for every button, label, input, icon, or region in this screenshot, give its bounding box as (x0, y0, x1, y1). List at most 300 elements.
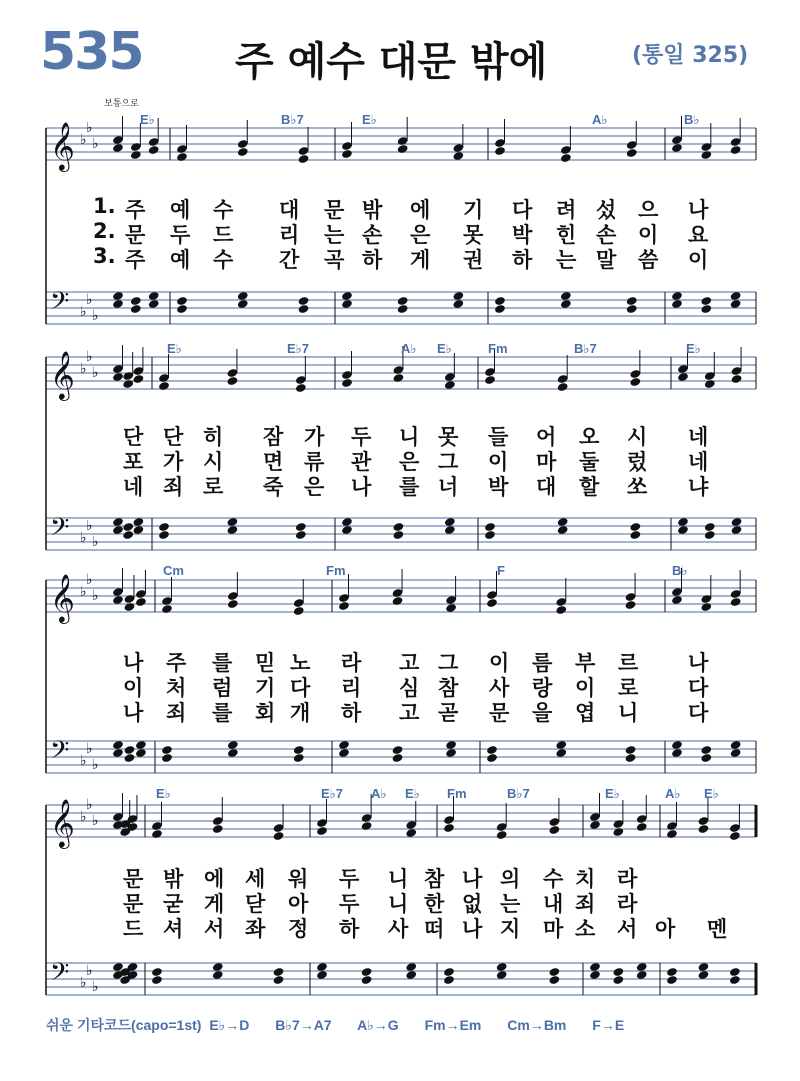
lyric-syllable: 잠 (263, 425, 284, 449)
lyric-syllable: 아 (655, 917, 676, 941)
lyric-syllable: 드 (213, 223, 234, 247)
guitar-mapping: F→E (592, 1017, 625, 1033)
flat-icon: ♭ (92, 365, 99, 381)
lyric-syllable: 기 (463, 198, 484, 222)
lyric-syllable: 나 (123, 651, 144, 675)
notehead-treble (484, 375, 496, 385)
lyric-line-verse-2 (0, 672, 800, 698)
lyric-syllable: 못 (463, 223, 484, 247)
lyric-syllable: 예 (170, 198, 191, 222)
notehead-treble (730, 145, 742, 155)
lyric-syllable: 믿 (255, 651, 276, 675)
lyric-syllable: 고 (399, 651, 420, 675)
lyric-syllable: 시 (627, 425, 648, 449)
lyric-syllable: 니 (388, 867, 409, 891)
lyric-line-verse-1 (0, 421, 800, 447)
notehead-treble (443, 823, 455, 833)
chord-symbol: E♭ (156, 786, 171, 801)
lyric-syllable: 기 (255, 676, 276, 700)
flat-icon: ♭ (86, 741, 93, 757)
lyric-syllable: 나 (123, 701, 144, 725)
lyric-syllable: 문 (324, 198, 345, 222)
lyric-syllable: 서 (617, 917, 638, 941)
lyric-syllable: 참 (424, 867, 445, 891)
flat-icon: ♭ (86, 963, 93, 979)
lyric-syllable: 사 (388, 917, 409, 941)
notehead-treble (557, 382, 569, 392)
flat-icon: ♭ (86, 518, 93, 534)
lyric-syllable: 힌 (556, 223, 577, 247)
notehead-treble (731, 374, 743, 384)
lyric-syllable: 권 (463, 248, 484, 272)
lyric-syllable: 나 (688, 651, 709, 675)
notehead-treble (237, 147, 249, 157)
lyric-syllable: 지 (500, 917, 521, 941)
lyric-syllable: 섰 (596, 198, 617, 222)
chord-symbol: B♭ (672, 563, 688, 578)
lyric-syllable: 멘 (707, 917, 728, 941)
lyric-syllable: 심 (399, 676, 420, 700)
notehead-bass (704, 522, 716, 532)
lyric-syllable: 단 (123, 425, 144, 449)
lyric-syllable: 네 (688, 425, 709, 449)
lyric-syllable: 니 (399, 425, 420, 449)
lyric-syllable: 문 (123, 867, 144, 891)
notehead-treble (293, 606, 305, 616)
guitar-mapping: B♭7→A7 (275, 1017, 332, 1033)
lyric-syllable: 못 (438, 425, 459, 449)
lyric-syllable: 을 (532, 701, 553, 725)
lyric-syllable: 없 (462, 892, 483, 916)
lyric-syllable: 두 (170, 223, 191, 247)
lyric-syllable: 부 (575, 651, 596, 675)
notehead-bass (158, 522, 170, 532)
lyric-syllable: 2. (93, 219, 116, 243)
notehead-treble (636, 822, 648, 832)
lyric-syllable: 럼 (212, 676, 233, 700)
lyric-syllable: 죽 (263, 475, 284, 499)
notehead-treble (548, 825, 560, 835)
notehead-bass (392, 753, 404, 763)
lyric-syllable: 워 (288, 867, 309, 891)
lyric-syllable: 소 (575, 917, 596, 941)
chord-symbol: E♭ (140, 112, 155, 127)
lyric-syllable: 곡 (324, 248, 345, 272)
lyric-syllable: 랑 (532, 676, 553, 700)
lyric-syllable: 밖 (362, 198, 383, 222)
flat-icon: ♭ (80, 809, 87, 825)
lyric-syllable: 수 (543, 867, 564, 891)
flat-icon: ♭ (86, 797, 93, 813)
flat-icon: ♭ (92, 979, 99, 995)
lyric-syllable: 면 (263, 450, 284, 474)
notehead-bass (443, 975, 455, 985)
notehead-bass (293, 745, 305, 755)
chord-symbol: E♭7 (321, 786, 344, 801)
notehead-treble (212, 824, 224, 834)
chord-symbol: Cm (163, 563, 184, 578)
notehead-treble (227, 599, 239, 609)
notehead-bass (122, 522, 134, 532)
hymn-title: 주 예수 대문 밖에 (235, 39, 548, 85)
flat-icon: ♭ (86, 120, 93, 136)
lyric-line-verse-1 (0, 863, 800, 889)
chord-symbol: Fm (488, 341, 508, 356)
lyric-syllable: 그 (438, 450, 459, 474)
lyric-syllable: 들 (488, 425, 509, 449)
notehead-bass (361, 975, 373, 985)
notehead-treble (148, 145, 160, 155)
lyric-syllable: 간 (279, 248, 300, 272)
flat-icon: ♭ (92, 757, 99, 773)
lyric-syllable: 좌 (245, 917, 266, 941)
notehead-bass (700, 296, 712, 306)
notehead-bass (484, 530, 496, 540)
lyric-syllable: 냐 (688, 475, 709, 499)
lyric-syllable: 는 (324, 223, 345, 247)
notehead-bass (122, 530, 134, 540)
lyric-syllable: 떠 (424, 917, 445, 941)
notehead-bass (629, 522, 641, 532)
notehead-treble (625, 600, 637, 610)
lyric-line-verse-2 (0, 888, 800, 914)
lyric-syllable: 를 (212, 701, 233, 725)
lyric-syllable: 에 (204, 867, 225, 891)
chord-symbol: Fm (326, 563, 346, 578)
notehead-bass (397, 296, 409, 306)
notehead-treble (629, 377, 641, 387)
treble-clef-icon: 𝄞 (50, 798, 75, 847)
notehead-treble (494, 146, 506, 156)
lyric-syllable: 예 (170, 248, 191, 272)
chord-symbol: E♭ (405, 786, 420, 801)
notehead-bass (704, 530, 716, 540)
chord-symbol: E♭7 (287, 341, 310, 356)
lyric-syllable: 손 (362, 223, 383, 247)
lyric-syllable: 의 (500, 867, 521, 891)
lyric-syllable: 수 (213, 198, 234, 222)
notehead-treble (496, 830, 508, 840)
flat-icon: ♭ (80, 584, 87, 600)
notehead-bass (298, 296, 310, 306)
chord-symbol: B♭7 (507, 786, 530, 801)
flat-icon: ♭ (92, 534, 99, 550)
notehead-bass (486, 753, 498, 763)
notehead-bass (484, 522, 496, 532)
lyric-syllable: 하 (341, 701, 362, 725)
notehead-bass (666, 967, 678, 977)
flat-icon: ♭ (80, 975, 87, 991)
treble-clef-icon: 𝄞 (50, 573, 75, 622)
guitar-mapping: Fm→Em (424, 1017, 482, 1033)
lyric-syllable: 라 (341, 651, 362, 675)
chord-symbol: E♭ (704, 786, 719, 801)
chord-symbol: A♭ (592, 112, 608, 127)
chord-symbol: F (497, 563, 505, 578)
notehead-bass (361, 967, 373, 977)
lyric-syllable: 는 (556, 248, 577, 272)
lyric-syllable: 은 (410, 223, 431, 247)
lyric-syllable: 너 (438, 475, 459, 499)
lyric-syllable: 두 (339, 892, 360, 916)
lyric-syllable: 이 (489, 651, 510, 675)
lyric-syllable: 다 (688, 676, 709, 700)
notehead-bass (700, 745, 712, 755)
lyric-syllable: 이 (123, 676, 144, 700)
lyric-syllable: 쏘 (627, 475, 648, 499)
flat-icon: ♭ (86, 349, 93, 365)
lyric-syllable: 류 (304, 450, 325, 474)
chord-symbol: E♭ (605, 786, 620, 801)
lyric-syllable: 세 (245, 867, 266, 891)
notehead-treble (298, 154, 310, 164)
flat-icon: ♭ (92, 813, 99, 829)
chord-symbol: B♭7 (574, 341, 597, 356)
lyric-syllable: 밖 (163, 867, 184, 891)
lyric-syllable: 게 (204, 892, 225, 916)
lyric-syllable: 치 (575, 867, 596, 891)
lyric-syllable: 이 (575, 676, 596, 700)
notehead-treble (273, 831, 285, 841)
lyric-syllable: 로 (618, 676, 639, 700)
lyric-syllable: 주 (125, 198, 146, 222)
lyric-syllable: 에 (410, 198, 431, 222)
lyric-syllable: 드 (123, 917, 144, 941)
guitar-mapping: Cm→Bm (507, 1017, 567, 1033)
lyric-syllable: 마 (543, 917, 564, 941)
flat-icon: ♭ (80, 753, 87, 769)
notehead-treble (560, 153, 572, 163)
lyric-syllable: 사 (489, 676, 510, 700)
notehead-bass (494, 296, 506, 306)
lyric-syllable: 는 (500, 892, 521, 916)
lyric-syllable: 1. (93, 194, 116, 218)
lyric-syllable: 은 (399, 450, 420, 474)
lyric-syllable: 셔 (163, 917, 184, 941)
notehead-bass (729, 967, 741, 977)
chord-symbol: E♭ (437, 341, 452, 356)
lyric-syllable: 고 (399, 701, 420, 725)
lyric-syllable: 를 (212, 651, 233, 675)
lyric-line-verse-2 (0, 446, 800, 472)
notehead-bass (151, 975, 163, 985)
lyric-syllable: 가 (304, 425, 325, 449)
lyric-syllable: 3. (93, 244, 116, 268)
notehead-treble (316, 826, 328, 836)
lyric-line-verse-2 (0, 219, 800, 245)
lyric-syllable: 주 (125, 248, 146, 272)
lyric-line-verse-1 (0, 194, 800, 220)
flat-icon: ♭ (92, 308, 99, 324)
lyric-syllable: 이 (688, 248, 709, 272)
lyric-syllable: 말 (596, 248, 617, 272)
notehead-bass (124, 753, 136, 763)
chord-symbol: B♭7 (281, 112, 304, 127)
lyric-syllable: 서 (204, 917, 225, 941)
notehead-bass (158, 530, 170, 540)
lyric-syllable: 은 (304, 475, 325, 499)
lyric-syllable: 문 (489, 701, 510, 725)
notehead-treble (698, 824, 710, 834)
lyric-syllable: 나 (462, 867, 483, 891)
lyric-syllable: 대 (536, 475, 557, 499)
lyric-line-verse-1 (0, 647, 800, 673)
lyric-syllable: 문 (123, 892, 144, 916)
lyric-syllable: 그 (438, 651, 459, 675)
lyric-syllable: 단 (163, 425, 184, 449)
lyric-syllable: 다 (290, 676, 311, 700)
flat-icon: ♭ (80, 132, 87, 148)
lyric-syllable: 둘 (579, 450, 600, 474)
notehead-bass (161, 745, 173, 755)
lyric-syllable: 관 (351, 450, 372, 474)
lyric-syllable: 리 (279, 223, 300, 247)
lyric-syllable: 가 (163, 450, 184, 474)
notehead-bass (612, 975, 624, 985)
lyric-syllable: 어 (536, 425, 557, 449)
lyric-syllable: 나 (462, 917, 483, 941)
flat-icon: ♭ (86, 572, 93, 588)
treble-clef-icon: 𝄞 (50, 350, 75, 399)
lyric-line-verse-3 (0, 471, 800, 497)
notehead-bass (548, 975, 560, 985)
lyric-syllable: 으 (638, 198, 659, 222)
notehead-bass (392, 522, 404, 532)
notehead-bass (397, 304, 409, 314)
tempo-marking: 보통으로 (104, 99, 139, 109)
lyric-syllable: 참 (438, 676, 459, 700)
notehead-bass (494, 304, 506, 314)
notehead-bass (700, 304, 712, 314)
bass-clef-icon: 𝄢 (50, 736, 70, 771)
notehead-bass (729, 975, 741, 985)
notehead-bass (625, 753, 637, 763)
lyric-syllable: 렀 (627, 450, 648, 474)
lyric-syllable: 내 (543, 892, 564, 916)
lyric-syllable: 이 (638, 223, 659, 247)
lyric-syllable: 처 (166, 676, 187, 700)
chord-symbol: E♭ (686, 341, 701, 356)
lyric-syllable: 한 (424, 892, 445, 916)
lyric-syllable: 라 (617, 867, 638, 891)
notehead-bass (443, 967, 455, 977)
notehead-bass (151, 967, 163, 977)
lyric-syllable: 곧 (438, 701, 459, 725)
bass-clef-icon: 𝄢 (50, 958, 70, 993)
notehead-bass (161, 753, 173, 763)
lyric-syllable: 네 (123, 475, 144, 499)
lyric-syllable: 주 (166, 651, 187, 675)
lyric-line-verse-3 (0, 244, 800, 270)
lyric-syllable: 다 (512, 198, 533, 222)
lyric-syllable: 노 (290, 651, 311, 675)
lyric-syllable: 다 (688, 701, 709, 725)
lyric-syllable: 박 (488, 475, 509, 499)
lyric-syllable: 이 (488, 450, 509, 474)
lyric-syllable: 리 (341, 676, 362, 700)
notehead-bass (124, 745, 136, 755)
notehead-bass (612, 967, 624, 977)
chord-symbol: E♭ (167, 341, 182, 356)
lyric-syllable: 하 (339, 917, 360, 941)
notehead-bass (625, 745, 637, 755)
bass-clef-icon: 𝄢 (50, 287, 70, 322)
lyric-syllable: 니 (388, 892, 409, 916)
lyric-syllable: 문 (125, 223, 146, 247)
guitar-mapping: A♭→G (357, 1017, 399, 1033)
flat-icon: ♭ (80, 361, 87, 377)
lyric-syllable: 려 (556, 198, 577, 222)
lyric-syllable: 씀 (638, 248, 659, 272)
notehead-bass (298, 304, 310, 314)
notehead-treble (729, 831, 741, 841)
lyric-syllable: 박 (512, 223, 533, 247)
notehead-treble (132, 374, 144, 384)
lyric-syllable: 엽 (575, 701, 596, 725)
notehead-bass (293, 753, 305, 763)
lyric-syllable: 손 (596, 223, 617, 247)
chord-symbol: A♭ (401, 341, 417, 356)
notehead-treble (338, 601, 350, 611)
lyric-syllable: 시 (203, 450, 224, 474)
lyric-syllable: 로 (203, 475, 224, 499)
lyric-syllable: 대 (279, 198, 300, 222)
notehead-bass (130, 296, 142, 306)
notehead-bass (273, 975, 285, 985)
flat-icon: ♭ (80, 530, 87, 546)
guitar-chord-guide (46, 1015, 646, 1035)
lyric-syllable: 라 (617, 892, 638, 916)
notehead-bass (273, 967, 285, 977)
notehead-bass (130, 304, 142, 314)
notehead-bass (392, 745, 404, 755)
lyric-line-verse-3 (0, 913, 800, 939)
notehead-bass (700, 753, 712, 763)
lyric-syllable: 수 (213, 248, 234, 272)
lyric-syllable: 정 (288, 917, 309, 941)
lyric-line-verse-3 (0, 697, 800, 723)
notehead-bass (629, 530, 641, 540)
lyric-syllable: 할 (579, 475, 600, 499)
notehead-treble (341, 378, 353, 388)
notehead-treble (135, 597, 147, 607)
lyric-syllable: 마 (536, 450, 557, 474)
notehead-bass (666, 975, 678, 985)
notehead-bass (295, 530, 307, 540)
lyric-syllable: 하 (362, 248, 383, 272)
lyric-syllable: 굳 (163, 892, 184, 916)
notehead-treble (626, 148, 638, 158)
guitar-mapping: E♭→D (209, 1017, 250, 1033)
flat-icon: ♭ (92, 136, 99, 152)
lyric-syllable: 니 (618, 701, 639, 725)
lyric-syllable: 하 (512, 248, 533, 272)
lyric-syllable: 네 (688, 450, 709, 474)
notehead-treble (295, 383, 307, 393)
flat-icon: ♭ (86, 292, 93, 308)
lyric-syllable: 죄 (163, 475, 184, 499)
notehead-bass (392, 530, 404, 540)
notehead-treble (486, 598, 498, 608)
lyric-syllable: 르 (618, 651, 639, 675)
lyric-syllable: 두 (339, 867, 360, 891)
lyric-syllable: 아 (288, 892, 309, 916)
unified-hymnal-number: (통일 325) (632, 43, 749, 68)
chord-symbol: A♭ (665, 786, 681, 801)
flat-icon: ♭ (92, 588, 99, 604)
flat-icon: ♭ (80, 304, 87, 320)
lyric-syllable: 오 (579, 425, 600, 449)
